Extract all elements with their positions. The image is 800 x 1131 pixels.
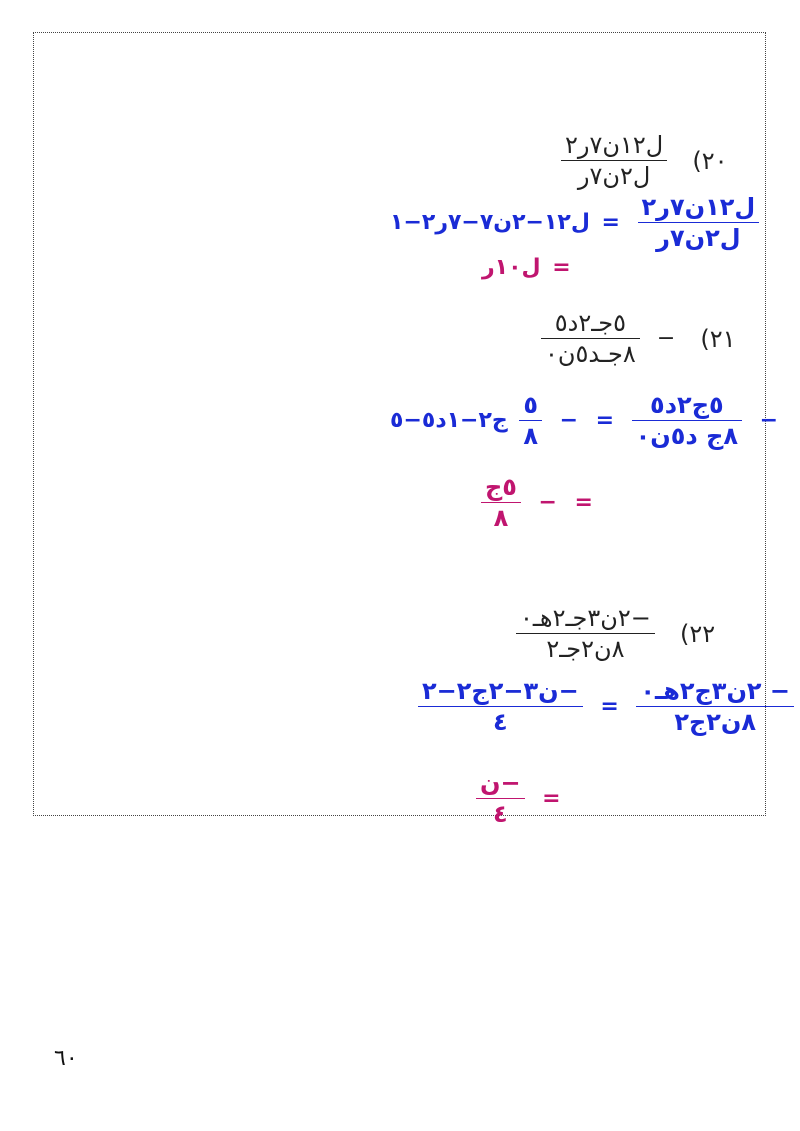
step-fraction bbox=[638, 192, 760, 253]
question-fraction bbox=[516, 603, 655, 664]
problem-22-step-2 bbox=[470, 768, 567, 829]
step-result: ل١٢−٢ن٧−٧ر٢−١ bbox=[390, 210, 590, 235]
fraction-numerator: −ن٣−٢ج٢−٢ bbox=[422, 677, 579, 705]
fraction-numerator: ل١٢ن٧ر٢ bbox=[565, 131, 664, 159]
problem-21-question bbox=[535, 308, 736, 369]
minus-sign: − bbox=[759, 408, 779, 433]
fraction-numerator: ٥جـ٢د٥ bbox=[554, 309, 626, 337]
step-result: ل١٠ر bbox=[482, 255, 541, 280]
fraction-denominator: ٤ bbox=[493, 708, 508, 736]
problem-20-step-1 bbox=[390, 192, 765, 253]
fraction-numerator: ل١٢ن٧ر٢ bbox=[641, 193, 756, 221]
problem-21-step-2 bbox=[475, 472, 599, 533]
page-number: ٦٠ bbox=[54, 1046, 78, 1071]
problem-label: ٢٠) bbox=[692, 146, 728, 175]
step-fraction bbox=[636, 676, 794, 737]
fraction-numerator: ٥ج٢د٥ bbox=[650, 391, 724, 419]
step-fraction bbox=[632, 390, 742, 451]
result-fraction bbox=[418, 676, 583, 737]
fraction-numerator: ٥ج bbox=[485, 473, 517, 501]
minus-sign: − bbox=[559, 408, 579, 433]
equals-sign: = bbox=[552, 255, 571, 280]
question-fraction bbox=[561, 130, 667, 191]
fraction-denominator: ٤ bbox=[492, 800, 508, 828]
equals-sign: = bbox=[542, 786, 561, 811]
fraction-numerator: −ن bbox=[480, 769, 521, 797]
problem-22-step-1 bbox=[412, 676, 800, 737]
equals-sign: = bbox=[574, 490, 593, 515]
fraction-denominator: ٨ج د٥ن٠ bbox=[635, 422, 739, 450]
fraction-numerator: −٢ن٣جـ٢هـ٠ bbox=[520, 604, 651, 632]
fraction-denominator: ٨ bbox=[523, 422, 539, 450]
coefficient-fraction bbox=[519, 390, 542, 451]
minus-sign: − bbox=[656, 326, 676, 351]
result-fraction bbox=[481, 472, 521, 533]
minus-sign: − bbox=[538, 490, 557, 515]
problem-20-question bbox=[555, 130, 727, 191]
fraction-denominator: ٨ bbox=[493, 504, 509, 532]
fraction-denominator: ل٢ن٧ر bbox=[656, 224, 741, 252]
fraction-denominator: ٨ن٢جـ٢ bbox=[546, 635, 625, 663]
equals-sign: = bbox=[600, 694, 619, 719]
problem-22-question bbox=[510, 603, 715, 664]
fraction-denominator: ل٢ن٧ر bbox=[577, 162, 651, 190]
fraction-numerator: ٥ bbox=[523, 391, 539, 419]
problem-label: ٢١) bbox=[700, 324, 736, 353]
result-fraction bbox=[476, 768, 525, 829]
problem-label: ٢٢) bbox=[679, 619, 716, 648]
question-fraction bbox=[541, 308, 640, 369]
fraction-denominator: ٨ن٢ج٢ bbox=[674, 708, 757, 736]
problem-20-step-2 bbox=[482, 255, 577, 280]
step-result: ج٢−١د٥−٥ bbox=[390, 408, 508, 433]
equals-sign: = bbox=[595, 408, 615, 433]
equals-sign: = bbox=[601, 210, 620, 235]
problem-21-step-1 bbox=[390, 390, 784, 451]
fraction-denominator: ٨جـد٥ن٠ bbox=[545, 340, 636, 368]
fraction-numerator: − ٢ن٣ج٢هـ٠ bbox=[640, 677, 791, 705]
